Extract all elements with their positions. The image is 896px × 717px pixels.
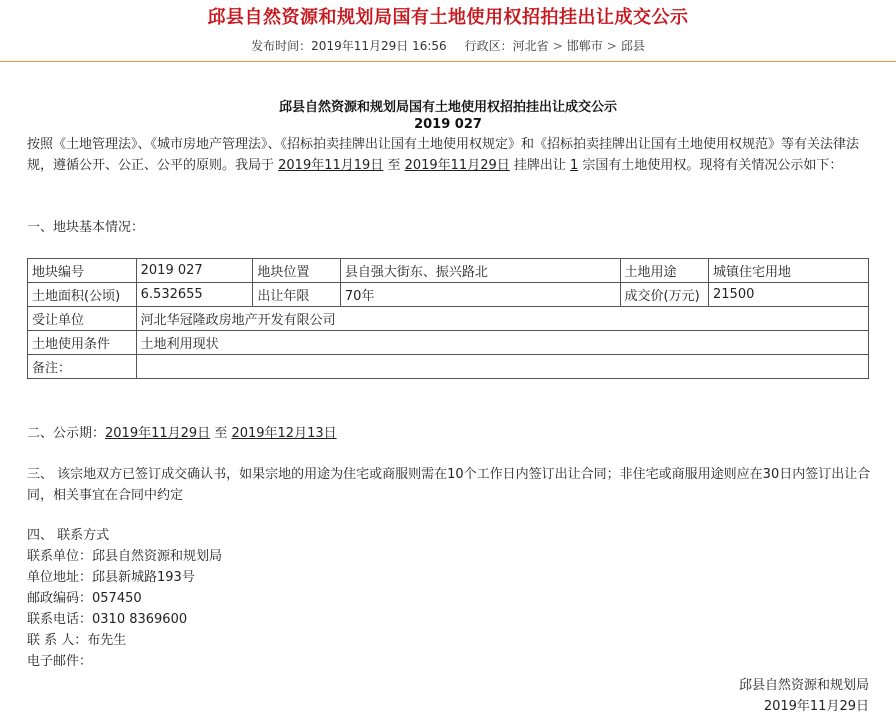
contact-postcode: 邮政编码：057450 <box>27 591 142 606</box>
section2-label: 二、公示期： <box>27 426 106 441</box>
section2-label: 至 <box>210 426 232 441</box>
table-cell: 土地用途 <box>620 259 709 283</box>
region-city[interactable]: 邯郸市 <box>566 39 603 53</box>
section2-publicity-period <box>27 424 872 445</box>
signature-date: 2019年11月29日 <box>763 699 869 714</box>
signature-org: 邱县自然资源和规划局 <box>738 678 869 693</box>
page-title: 邱县自然资源和规划局国有土地使用权招拍挂出让成交公示 <box>207 7 689 28</box>
region-county[interactable]: 邱县 <box>620 39 645 53</box>
contact-email: 电子邮件： <box>27 654 93 669</box>
table-cell: 成交价(万元) <box>620 283 709 307</box>
table-cell: 出让年限 <box>253 283 341 307</box>
contact-person: 联 系 人：布先生 <box>27 633 127 648</box>
section3-paragraph: 三、 该宗地双方已签订成交确认书，如果宗地的用途为住宅或商服则需在10个工作日内签订出让合同；非住宅或商服用途则应在30日内签订出让合同，相关事宜在合同中约定 <box>27 467 871 503</box>
table-cell: 河北华冠隆政房地产开发有限公司 <box>136 307 868 331</box>
table-row <box>28 283 869 307</box>
table-row <box>28 355 869 379</box>
contact-address: 单位地址：邱县新城路193号 <box>27 570 195 585</box>
contact-phone: 联系电话：0310 8369600 <box>27 612 188 627</box>
table-cell: 21500 <box>709 283 869 307</box>
intro-text: 按照《土地管理法》、《城市房地产管理法》、《招标拍卖挂牌出让国有土地使用权规定》和《招标拍卖挂牌出让国有土地使用权规范》等有关法律法规，遵循公开、公正、公平的原则。我局于 <box>27 137 860 173</box>
publicity-end-date: 2019年12月13日 <box>231 426 337 441</box>
table-cell: 土地面积(公顷) <box>28 283 137 307</box>
table-cell: 受让单位 <box>28 307 137 331</box>
section1-title: 一、地块基本情况： <box>27 220 145 235</box>
table-cell: 城镇住宅用地 <box>709 259 869 283</box>
chevron-right-icon: > <box>606 39 617 53</box>
table-cell: 地块编号 <box>28 259 137 283</box>
publish-label: 发布时间： <box>251 39 312 53</box>
table-cell: 6.532655 <box>136 283 253 307</box>
table-cell <box>136 355 868 379</box>
header-divider <box>0 61 896 62</box>
parcel-table <box>27 258 869 379</box>
doc-number: 2019 027 <box>414 117 482 132</box>
table-cell: 70年 <box>340 283 620 307</box>
region-province[interactable]: 河北省 <box>512 39 549 53</box>
region-label: 行政区： <box>464 39 513 53</box>
doc-title: 邱县自然资源和规划局国有土地使用权招拍挂出让成交公示 <box>278 100 617 115</box>
table-cell: 备注： <box>28 355 137 379</box>
publish-time: 2019年11月29日 16:56 <box>311 39 447 53</box>
table-cell: 土地使用条件 <box>28 331 137 355</box>
table-row <box>28 331 869 355</box>
intro-text: 至 <box>383 157 405 173</box>
table-cell: 地块位置 <box>253 259 341 283</box>
intro-paragraph <box>27 135 872 176</box>
intro-text: 挂牌出让 <box>509 157 571 173</box>
section4-title: 四、 联系方式 <box>27 528 110 543</box>
table-cell: 县自强大街东、振兴路北 <box>340 259 620 283</box>
listing-end-date: 2019年11月29日 <box>404 157 510 173</box>
contact-unit: 联系单位：邱县自然资源和规划局 <box>27 549 223 564</box>
table-cell: 2019 027 <box>136 259 253 283</box>
intro-text: 宗国有土地使用权。现将有关情况公示如下： <box>578 157 843 173</box>
listing-start-date: 2019年11月19日 <box>278 157 384 173</box>
publicity-start-date: 2019年11月29日 <box>105 426 211 441</box>
chevron-right-icon: > <box>552 39 563 53</box>
table-row <box>28 307 869 331</box>
publish-meta <box>0 37 896 54</box>
parcel-count: 1 <box>570 157 579 173</box>
table-cell: 土地利用现状 <box>136 331 868 355</box>
table-row <box>28 259 869 283</box>
